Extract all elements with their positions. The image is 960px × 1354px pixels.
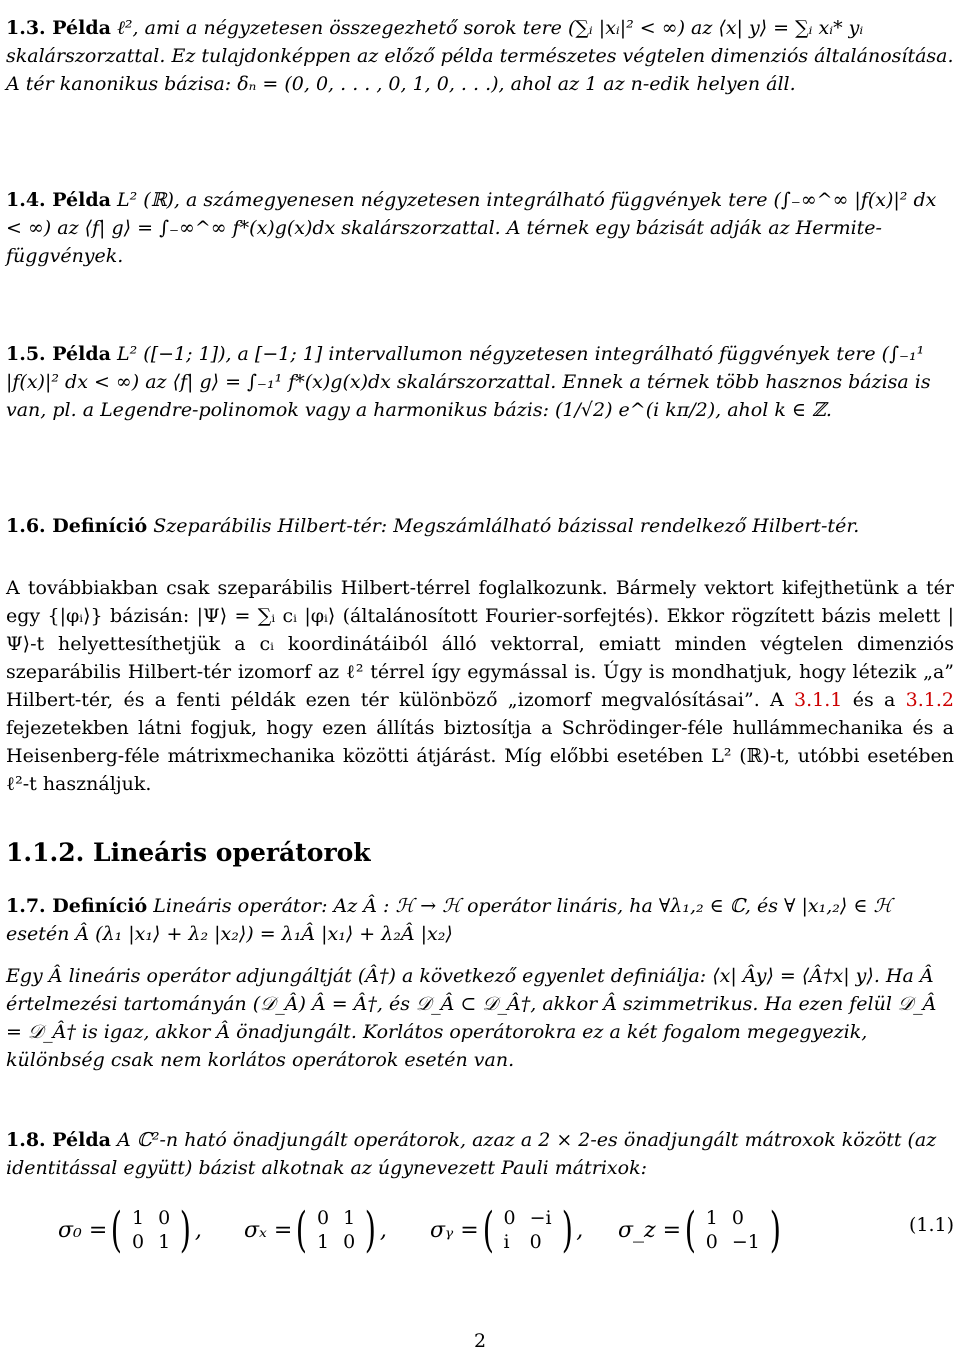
example-text: L² ([−1; 1]), a [−1; 1] intervallumon négyzetesen integrálható függvények tere (∫₋₁¹ |f(x)|² dx < ∞) az ⟨f| g⟩ = ∫₋₁¹ f*(x)g(x)dx skalárszorzattal. Ennek a térnek több hasznos bázisa is van, pl. a Legendre-polinomok vagy a harmonikus bázis: (1/√2) e^(i kπ/2), ahol k ∈ ℤ. — [6, 343, 931, 421]
matrix-cell: 0 — [705, 1231, 718, 1253]
definition-1-7 — [6, 892, 954, 948]
example-label: 1.8. Példa — [6, 1129, 111, 1151]
definition-1-6 — [6, 512, 954, 540]
example-label: 1.4. Példa — [6, 189, 111, 211]
matrix-sigma-y: σᵧ = ( 0 −i i 0 ) , — [430, 1202, 584, 1258]
matrix-cell: 0 — [529, 1231, 542, 1253]
example-1-3 — [6, 14, 954, 98]
matrix-cells — [700, 1207, 766, 1253]
equation-number: (1.1) — [908, 1214, 954, 1236]
paragraph-text: A továbbiakban csak szeparábilis Hilbert-térrel foglalkozunk. Bármely vektort kifejthetünk a tér egy {|φᵢ⟩} bázisán: |Ψ⟩ = ∑ᵢ cᵢ |φᵢ⟩ (általánosított Fourier-sorfejtés). Ekkor rögzített bázis melett |Ψ⟩-t helyettesíthetjük a cᵢ koordinátáiból álló vektorral, emiatt minden végtelen dimenziós szeparábilis Hilbert-tér izomorf az ℓ² térrel így egymással is. Úgy is mondhatjuk, hogy létezik „a” Hilbert-tér, és a fenti példák ezen tér különböző „izomorf megvalósításai”. A — [6, 577, 954, 711]
paragraph-text: és a — [852, 689, 896, 711]
example-text: L² (ℝ), a számegyenesen négyzetesen integrálható függvények tere (∫₋∞^∞ |f(x)|² dx < ∞) az ⟨f| g⟩ = ∫₋∞^∞ f*(x)g(x)dx skalárszorzattal. A térnek egy bázisát adják az Hermite-függvények. — [6, 189, 937, 267]
matrix-cell: 1 — [705, 1207, 718, 1229]
example-text: ℓ², ami a négyzetesen összegezhető sorok tere (∑ᵢ |xᵢ|² < ∞) az ⟨x| y⟩ = ∑ᵢ xᵢ* yᵢ skalárszorzattal. Ez tulajdonképpen az előző példa természetes végtelen dimenziós általánosítása. A tér kanonikus bázisa: δₙ = (0, 0, . . . , 0, 1, 0, . . .), ahol az 1 az n-edik helyen áll. — [6, 17, 954, 95]
matrix-cells — [311, 1207, 361, 1253]
matrix-cell: 0 — [132, 1231, 145, 1253]
example-1-4 — [6, 186, 954, 270]
example-text: A ℂ²-n ható önadjungált operátorok, azaz a 2 × 2-es önadjungált mátroxok között (az identitással együtt) bázist alkotnak az úgynevezett Pauli mátrixok: — [6, 1129, 937, 1179]
matrix-cell: 1 — [158, 1231, 171, 1253]
matrix-cell: 0 — [503, 1207, 516, 1229]
matrix-cell: 0 — [731, 1207, 744, 1229]
definition-text: Lineáris operátor: Az Â : ℋ → ℋ operátor lináris, ha ∀λ₁,₂ ∈ ℂ, és ∀ |x₁,₂⟩ ∈ ℋ esetén Â (λ₁ |x₁⟩ + λ₂ |x₂⟩) = λ₁Â |x₁⟩ + λ₂Â |x₂⟩ — [6, 895, 893, 945]
separator: , — [194, 1217, 202, 1243]
example-label: 1.5. Példa — [6, 343, 111, 365]
definition-label: 1.6. Definíció — [6, 515, 148, 537]
matrix-cell: −i — [529, 1207, 552, 1229]
example-label: 1.3. Példa — [6, 17, 111, 39]
matrix-lhs: σᵧ = — [430, 1217, 479, 1243]
matrix-cell: −1 — [731, 1231, 760, 1253]
matrix-cells — [126, 1207, 176, 1253]
separator: , — [379, 1217, 387, 1243]
matrix-cells — [497, 1207, 557, 1253]
definition-label: 1.7. Definíció — [6, 895, 148, 917]
section-link[interactable]: 3.1.1 — [794, 689, 843, 711]
matrix-cell: i — [503, 1231, 510, 1253]
body-paragraph-1 — [6, 574, 954, 798]
example-1-5 — [6, 340, 954, 424]
separator: , — [576, 1217, 584, 1243]
section-link[interactable]: 3.1.2 — [905, 689, 954, 711]
pauli-matrices-equation — [6, 1200, 954, 1260]
matrix-sigma-x: σₓ = ( 0 1 1 0 ) , — [244, 1202, 387, 1258]
matrix-sigma-z: σ_z = ( 1 0 0 −1 ) — [618, 1202, 781, 1258]
matrix-cell: 0 — [343, 1231, 356, 1253]
matrix-cell: 0 — [158, 1207, 171, 1229]
matrix-lhs: σₓ = — [244, 1217, 293, 1243]
matrix-sigma-0: σ₀ = ( 1 0 0 1 ) , — [58, 1202, 202, 1258]
matrix-cell: 1 — [317, 1231, 330, 1253]
matrix-cell: 1 — [132, 1207, 145, 1229]
section-heading: 1.1.2. Lineáris operátorok — [6, 838, 371, 867]
matrix-cell: 0 — [317, 1207, 330, 1229]
paragraph-text: fejezetekben látni fogjuk, hogy ezen állítás biztosítja a Schrödinger-féle hullámmechanika és a Heisenberg-féle mátrixmechanika közötti átjárást. Míg előbbi esetében L² (ℝ)-t, utóbbi esetében ℓ²-t használjuk. — [6, 717, 954, 795]
matrix-cell: 1 — [343, 1207, 356, 1229]
page-number: 2 — [473, 1330, 487, 1352]
matrix-lhs: σ_z = — [618, 1217, 682, 1243]
matrix-lhs: σ₀ = — [58, 1217, 108, 1243]
paragraph-text: Egy Â lineáris operátor adjungáltját (Â†) a következő egyenlet definiálja: ⟨x| Ây⟩ = ⟨Â†x| y⟩. Ha Â értelmezési tartományán (𝒟_Â) Â = Â†, és 𝒟_Â ⊂ 𝒟_Â†, akkor Â szimmetrikus. Ha ezen felül 𝒟_Â = 𝒟_Â† is igaz, akkor Â önadjungált. Korlátos operátorokra ez a két fogalom megegyezik, különbség csak nem korlátos operátorok esetén van. — [6, 965, 937, 1071]
body-paragraph-2 — [6, 962, 954, 1074]
definition-text: Szeparábilis Hilbert-tér: Megszámlálható bázissal rendelkező Hilbert-tér. — [153, 515, 860, 537]
example-1-8 — [6, 1126, 954, 1182]
